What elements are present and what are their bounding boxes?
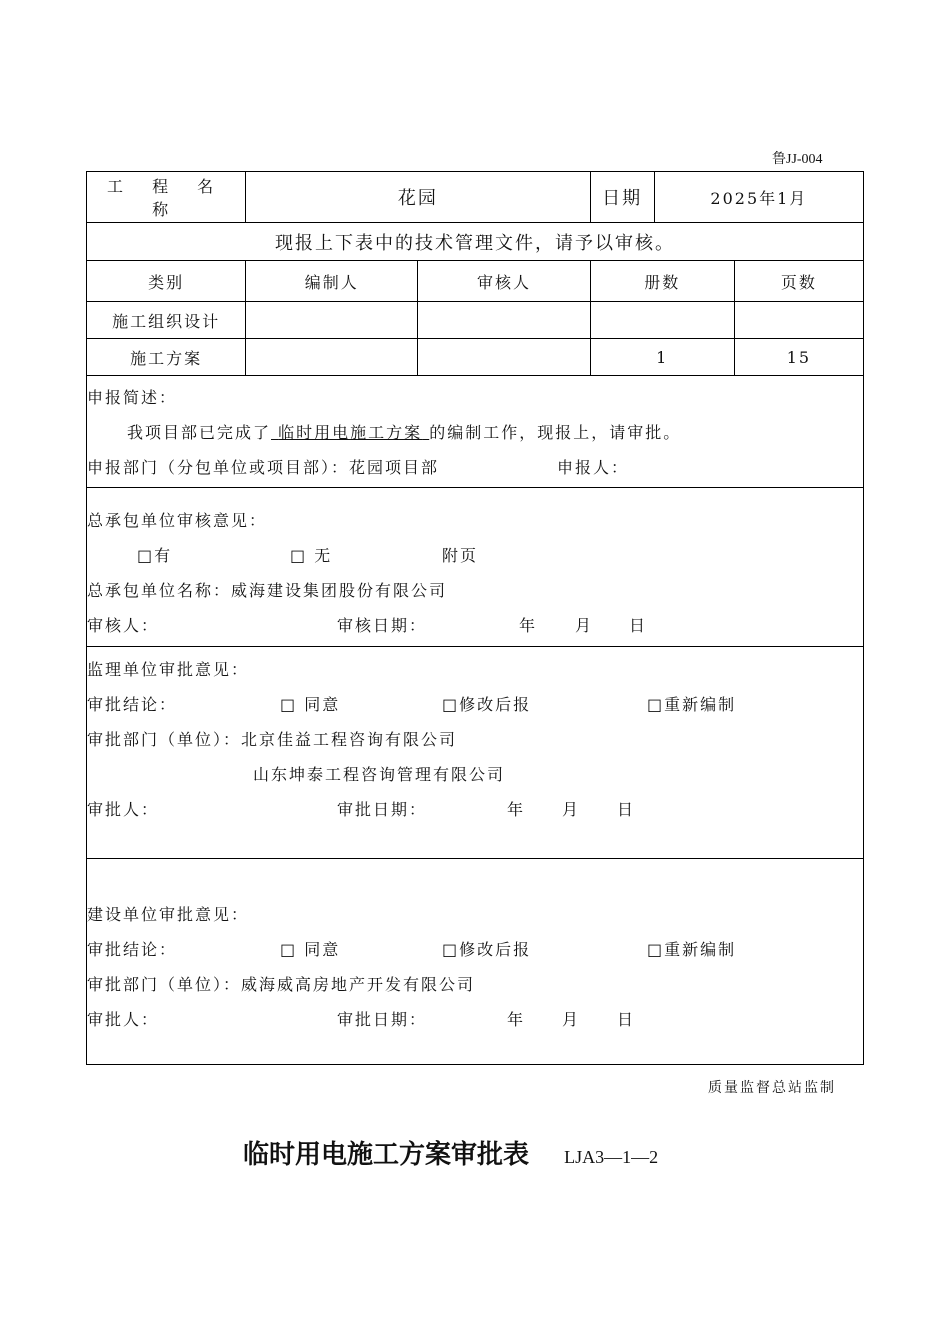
year-label: 年: [507, 1010, 526, 1029]
contractor-name-label: 总承包单位名称：: [87, 581, 232, 600]
date-label: 日期: [590, 172, 654, 223]
attachment-label: 附页: [442, 546, 479, 565]
col-header-volumes: 册数: [590, 261, 734, 302]
supervisor-dept-value-1: 北京佳益工程咨询有限公司: [241, 730, 458, 749]
report-text-before: 我项目部已完成了: [127, 423, 272, 442]
reviewer-label: 审核人：: [87, 616, 160, 635]
owner-section: [87, 859, 864, 1065]
owner-heading: 建设单位审批意见：: [87, 905, 250, 924]
option-no-checkbox[interactable]: □ 无: [290, 546, 333, 565]
approver-label: 审批人：: [87, 1010, 160, 1029]
report-dept-line: [87, 450, 863, 485]
row-volumes: [590, 302, 734, 339]
month-label: 月: [562, 800, 581, 819]
year-label: 年: [519, 616, 538, 635]
applicant-label: 申报人：: [557, 458, 630, 477]
report-filled-item: 临时用电施工方案: [278, 423, 423, 442]
owner-dept-line: [87, 967, 863, 1002]
row-pages: 15: [734, 339, 863, 376]
month-label: 月: [575, 616, 594, 635]
supervisor-section: [87, 647, 864, 859]
supervisor-heading: 监理单位审批意见：: [87, 660, 250, 679]
report-dept-label: 申报部门（分包单位或项目部）：: [87, 458, 350, 477]
col-header-pages: 页数: [734, 261, 863, 302]
row-category: 施工方案: [87, 339, 246, 376]
row-category: 施工组织设计: [87, 302, 246, 339]
option-yes-checkbox[interactable]: □有: [137, 546, 173, 565]
column-header-row: [87, 261, 864, 302]
conclusion-label: 审批结论：: [87, 940, 178, 959]
option-agree-checkbox[interactable]: □ 同意: [280, 940, 341, 959]
day-label: 日: [629, 616, 648, 635]
contractor-reviewer-line: [87, 608, 863, 643]
contractor-name-value: 威海建设集团股份有限公司: [231, 581, 448, 600]
owner-approver-line: [87, 1002, 863, 1037]
option-agree-checkbox[interactable]: □ 同意: [280, 695, 341, 714]
approve-date-label: 审批日期：: [337, 1010, 428, 1029]
month-label: 月: [562, 1010, 581, 1029]
supervisor-dept-line: [87, 722, 863, 757]
form-code: 鲁JJ-004: [772, 152, 823, 167]
contractor-section: [87, 488, 864, 647]
project-name-value: 花园: [246, 172, 590, 223]
table-row: [87, 302, 864, 339]
row-pages: [734, 302, 863, 339]
report-section: [87, 376, 864, 488]
day-label: 日: [617, 1010, 636, 1029]
row-reviewer: [418, 302, 590, 339]
col-header-category: 类别: [87, 261, 246, 302]
row-author: [246, 339, 418, 376]
footer-note: 质量监督总站监制: [708, 1080, 836, 1096]
col-header-reviewer: 审核人: [418, 261, 590, 302]
contractor-heading: 总承包单位审核意见：: [87, 511, 268, 530]
report-text: [87, 415, 863, 450]
option-redo-checkbox[interactable]: □重新编制: [647, 695, 737, 714]
row-volumes: 1: [590, 339, 734, 376]
option-modify-checkbox[interactable]: □修改后报: [442, 940, 532, 959]
owner-dept-value: 威海威高房地产开发有限公司: [241, 975, 476, 994]
approval-form-table: [86, 171, 864, 1065]
document-title: 临时用电施工方案审批表: [243, 1140, 530, 1170]
row-author: [246, 302, 418, 339]
report-dept-value: 花园项目部: [349, 458, 440, 477]
contractor-name-line: [87, 573, 863, 608]
approver-label: 审批人：: [87, 800, 160, 819]
statement-row: [87, 223, 864, 261]
report-heading: 申报简述：: [87, 388, 178, 407]
document-title-block: [243, 1134, 658, 1171]
review-date-label: 审核日期：: [337, 616, 428, 635]
table-row: [87, 339, 864, 376]
owner-dept-label: 审批部门（单位）：: [87, 975, 242, 994]
day-label: 日: [617, 800, 636, 819]
col-header-author: 编制人: [246, 261, 418, 302]
option-redo-checkbox[interactable]: □重新编制: [647, 940, 737, 959]
project-name-label: 工 程 名 称: [87, 172, 246, 223]
header-row: [87, 172, 864, 223]
document-code: LJA3—1—2: [564, 1147, 659, 1167]
option-modify-checkbox[interactable]: □修改后报: [442, 695, 532, 714]
contractor-options: [87, 538, 863, 573]
supervisor-approver-line: [87, 792, 863, 827]
conclusion-label: 审批结论：: [87, 695, 178, 714]
row-reviewer: [418, 339, 590, 376]
report-text-after: 的编制工作，现报上，请审批。: [429, 423, 682, 442]
year-label: 年: [507, 800, 526, 819]
supervisor-dept-label: 审批部门（单位）：: [87, 730, 242, 749]
approve-date-label: 审批日期：: [337, 800, 428, 819]
owner-conclusion-line: [87, 932, 863, 967]
supervisor-dept-value-2: 山东坤泰工程咨询管理有限公司: [253, 765, 506, 784]
supervisor-conclusion-line: [87, 687, 863, 722]
submit-statement: 现报上下表中的技术管理文件，请予以审核。: [87, 223, 864, 261]
date-value: 2025年1月: [654, 172, 863, 223]
